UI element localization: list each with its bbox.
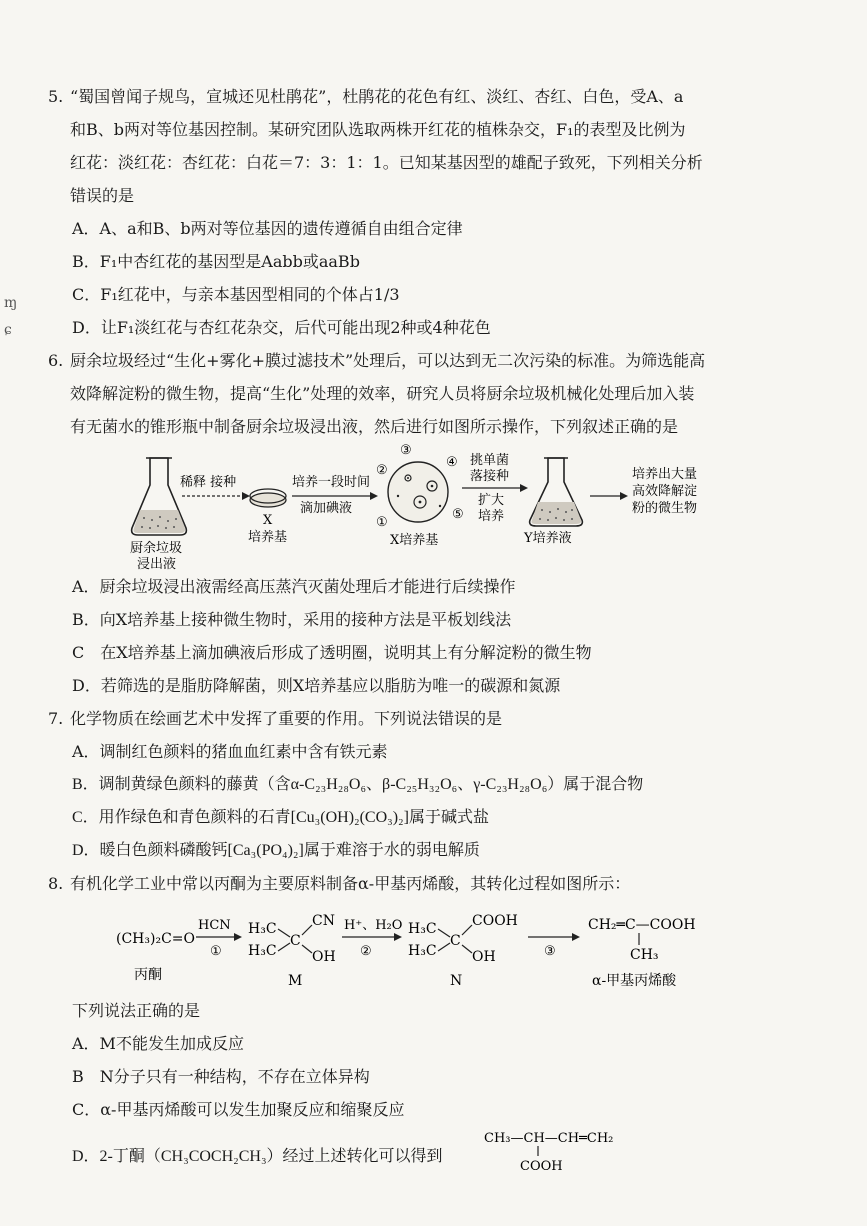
arrow2-label: 培养一段时间 — [292, 475, 371, 490]
option-7c[interactable]: C．用作绿色和青色颜料的石青[Cu₃(OH)₂(CO₃)₂]属于碱式盐 — [72, 809, 489, 826]
stem-line: 红花：淡红花：杏红花：白花＝7：3：1：1。已知某基因型的雄配子致死，下列相关分析 — [70, 153, 703, 172]
option-5c[interactable]: C．F₁红花中，与亲本基因型相同的个体占1/3 — [72, 285, 400, 304]
acetone-formula: (CH₃)₂C=O — [116, 931, 195, 947]
option-8d-structure — [482, 1124, 642, 1176]
m-ch3-top: H₃C — [248, 921, 277, 937]
margin-mark: ɕ — [4, 322, 12, 338]
arrow3-label: 扩大 — [478, 493, 505, 508]
n-carbon: C — [450, 933, 461, 949]
question-5-stem: 5. “蜀国曾闻子规鸟，宣城还见杜鹃花”，杜鹃花的花色有红、淡红、杏红、白色，受A、a — [48, 80, 828, 113]
m-oh: OH — [312, 949, 336, 965]
n-name: N — [450, 973, 463, 989]
option-8c[interactable]: C．α-甲基丙烯酸可以发生加聚反应和缩聚反应 — [72, 1100, 405, 1119]
stem-line: 错误的是 — [70, 186, 135, 205]
result-label: 高效降解淀 — [632, 484, 698, 499]
acetone-name: 丙酮 — [134, 967, 162, 983]
colony-label-4: ④ — [446, 455, 458, 470]
arrow-head-icon — [234, 933, 242, 941]
colony-label-2: ② — [376, 463, 388, 478]
m-ch3-bottom: H₃C — [248, 943, 277, 959]
product-ch3: CH₃ — [630, 947, 659, 963]
petri-dish-icon — [388, 462, 448, 522]
stem-line: 和B、b两对等位基因控制。某研究团队选取两株开红花的植株杂交，F₁的表型及比例为 — [70, 120, 686, 139]
arrow-head-icon — [572, 933, 580, 941]
option-8a[interactable]: A．M不能发生加成反应 — [72, 1034, 244, 1053]
flask1-label: 厨余垃圾 — [130, 541, 183, 556]
option-7d[interactable]: D．暖白色颜料磷酸钙[Ca₃(PO₄)₂]属于难溶于水的弱电解质 — [72, 842, 480, 859]
d-struct-bottom: COOH — [520, 1159, 563, 1174]
arrow-head-icon — [520, 484, 528, 492]
m-cn: CN — [312, 913, 335, 929]
arrow3-label: 培养 — [478, 509, 505, 524]
result-label: 粉的微生物 — [632, 501, 698, 516]
dish1-label: 培养基 — [248, 530, 288, 545]
dish2-label: X培养基 — [390, 533, 439, 548]
question-number: 8. — [48, 874, 64, 893]
question-6 — [48, 344, 828, 443]
question-8-stem: 8. 有机化学工业中常以丙酮为主要原料制备α-甲基丙烯酸，其转化过程如图所示： — [48, 867, 828, 900]
option-5b[interactable]: B．F₁中杏红花的基因型是Aabb或aaBb — [72, 252, 360, 271]
product-formula: CH₂═C—COOH — [588, 917, 696, 933]
m-name: M — [288, 973, 303, 989]
option-7a[interactable]: A．调制红色颜料的猪血血红素中含有铁元素 — [72, 742, 388, 761]
q8-reaction-scheme — [112, 905, 752, 995]
option-7b[interactable]: B．调制黄绿色颜料的藤黄（含α-C₂₃H₂₈O₆、β-C₂₅H₃₂O₆、γ-C₂₃H₂₈O₆）属于混合物 — [72, 776, 644, 793]
option-6c[interactable]: C 在X培养基上滴加碘液后形成了透明圈，说明其上有分解淀粉的微生物 — [72, 643, 592, 662]
q6-diagram — [120, 440, 740, 570]
question-number: 7. — [48, 709, 64, 728]
option-6a[interactable]: A．厨余垃圾浸出液需经高压蒸汽灭菌处理后才能进行后续操作 — [72, 577, 516, 596]
d-struct-top: CH₃—CH—CH═CH₂ — [484, 1131, 614, 1146]
option-5d[interactable]: D．让F₁淡红花与杏红花杂交，后代可能出现2种或4种花色 — [72, 318, 491, 337]
option-6d[interactable]: D．若筛选的是脂肪降解菌，则X培养基应以脂肪为唯一的碳源和氮源 — [72, 676, 561, 695]
question-number: 5. — [48, 87, 64, 106]
m-carbon: C — [290, 933, 301, 949]
reagent-2: H⁺、H₂O — [344, 918, 403, 933]
margin-mark: ɱ — [4, 295, 18, 311]
q8-lead: 下列说法正确的是 — [72, 1001, 201, 1020]
flask-icon — [132, 458, 187, 535]
stem-line: 效降解淀粉的微生物，提高“生化”处理的效率，研究人员将厨余垃圾机械化处理后加入装 — [70, 384, 695, 403]
n-ch3-top: H₃C — [408, 921, 437, 937]
arrow2-label: 滴加碘液 — [300, 501, 353, 516]
dish1-label: X — [263, 513, 273, 528]
question-7 — [48, 702, 828, 735]
step-3: ③ — [544, 944, 556, 959]
reagent-1: HCN — [198, 918, 231, 933]
option-5a[interactable]: A．A、a和B、b两对等位基因的遗传遵循自由组合定律 — [72, 219, 463, 238]
n-cooh: COOH — [472, 913, 518, 929]
petri-dish-icon — [250, 489, 286, 507]
question-8 — [48, 867, 828, 900]
flask1-label: 浸出液 — [137, 557, 177, 570]
flask2-label: Y培养液 — [524, 531, 572, 546]
step-2: ② — [360, 944, 372, 959]
option-6b[interactable]: B．向X培养基上接种微生物时，采用的接种方法是平板划线法 — [72, 610, 512, 629]
option-8d[interactable]: D．2-丁酮（CH₃COCH₂CH₃）经过上述转化可以得到 — [72, 1148, 443, 1165]
n-ch3-bottom: H₃C — [408, 943, 437, 959]
option-8b[interactable]: B N分子只有一种结构，不存在立体异构 — [72, 1067, 370, 1086]
question-5 — [48, 80, 828, 212]
stem-line: 有无菌水的锥形瓶中制备厨余垃圾浸出液，然后进行如图所示操作，下列叙述正确的是 — [70, 417, 679, 436]
question-6-stem: 6. 厨余垃圾经过“生化+雾化+膜过滤技术”处理后，可以达到无二次污染的标准。为筛选能高 — [48, 344, 828, 377]
question-7-stem: 7. 化学物质在绘画艺术中发挥了重要的作用。下列说法错误的是 — [48, 702, 828, 735]
arrow1-label: 稀释 接种 — [180, 475, 237, 490]
arrow-head-icon — [370, 492, 378, 500]
arrow3-label: 落接种 — [470, 469, 510, 484]
arrow3-label: 挑单菌 — [470, 453, 510, 468]
product-name: α-甲基丙烯酸 — [592, 973, 677, 989]
colony-label-5: ⑤ — [452, 507, 464, 522]
question-number: 6. — [48, 351, 64, 370]
flask-icon — [530, 458, 583, 526]
arrow-head-icon — [394, 933, 402, 941]
arrow-head-icon — [620, 492, 628, 500]
result-label: 培养出大量 — [632, 467, 698, 482]
colony-label-1: ① — [376, 515, 388, 530]
colony-label-3: ③ — [400, 443, 412, 458]
arrow-head-icon — [242, 492, 250, 500]
step-1: ① — [210, 944, 222, 959]
n-oh: OH — [472, 949, 496, 965]
